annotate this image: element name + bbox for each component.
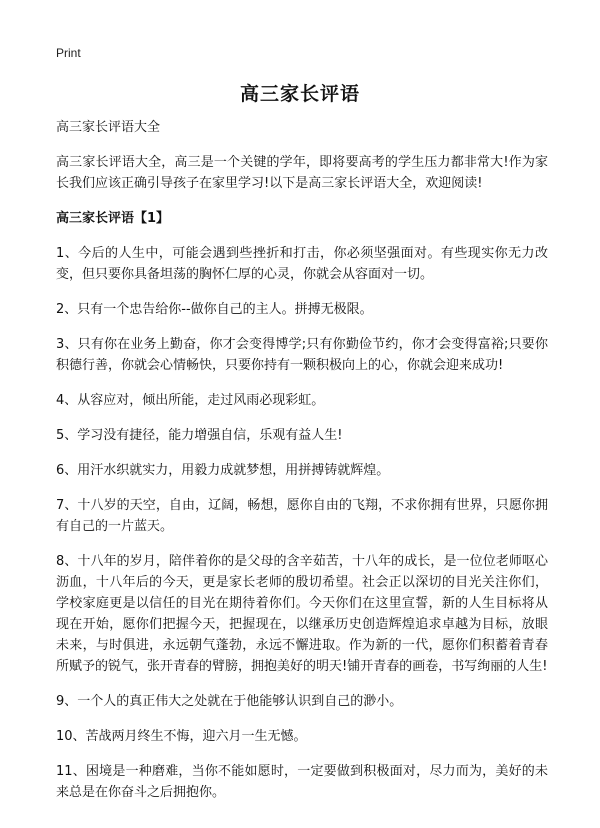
article-subtitle: 高三家长评语大全 <box>56 120 161 135</box>
list-item: 8、十八年的岁月，陪伴着你的是父母的含辛茹苦，十八年的成长，是一位位老师呕心沥血，十八年后的今天，更是家长老师的殷切希望。社会正以深切的目光关注你们，学校家庭更是以信任的目光在期待着你们。今天你们在这里宣誓，新的人生目标将从现在开始，愿你们把握今天，把握现在，以继承历史创造辉煌追求卓越为目标，放眼未来，与时俱进，永远朝气蓬勃，永远不懈进取。作为新的一代，愿你们积蓄着青春所赋予的锐气，张开青春的臂膀，拥抱美好的明天!铺开青春的画卷，书写绚丽的人生! <box>56 554 548 674</box>
page-title: 高三家长评语 <box>239 83 360 105</box>
article-intro: 高三家长评语大全，高三是一个关键的学年，即将要高考的学生压力都非常大!作为家长我们应该正确引导孩子在家里学习!以下是高三家长评语大全，欢迎阅读! <box>56 155 548 191</box>
list-item: 11、困境是一种磨难，当你不能如愿时，一定要做到积极面对，尽力而为，美好的未来总是在你奋斗之后拥抱你。 <box>56 764 548 800</box>
list-item: 7、十八岁的天空，自由，辽阔，畅想，愿你自由的飞翔，不求你拥有世界，只愿你拥有自己的一片蓝天。 <box>56 498 548 534</box>
list-item: 4、从容应对，倾出所能，走过风雨必现彩虹。 <box>56 393 325 408</box>
list-item: 3、只有你在业务上勤奋，你才会变得博学;只有你勤俭节约，你才会变得富裕;只要你积德行善，你就会心情畅快，只要你持有一颗积极向上的心，你就会迎来成功! <box>56 337 548 373</box>
list-item: 2、只有一个忠告给你--做你自己的主人。拼搏无极限。 <box>56 302 373 317</box>
list-item: 10、苦战两月终生不悔，迎六月一生无憾。 <box>56 729 307 744</box>
article-body <box>56 117 548 817</box>
print-link[interactable]: Print <box>56 46 81 60</box>
list-item: 6、用汗水织就实力，用毅力成就梦想，用拼搏铸就辉煌。 <box>56 463 390 478</box>
list-item: 1、今后的人生中，可能会遇到些挫折和打击，你必须坚强面对。有些现实你无力改变，但只要你具备坦荡的胸怀仁厚的心灵，你就会从容面对一切。 <box>56 246 548 282</box>
list-item: 5、学习没有捷径，能力增强自信，乐观有益人生! <box>56 428 343 443</box>
list-item: 9、一个人的真正伟大之处就在于他能够认识到自己的渺小。 <box>56 694 403 709</box>
section-heading: 高三家长评语【1】 <box>56 211 170 226</box>
